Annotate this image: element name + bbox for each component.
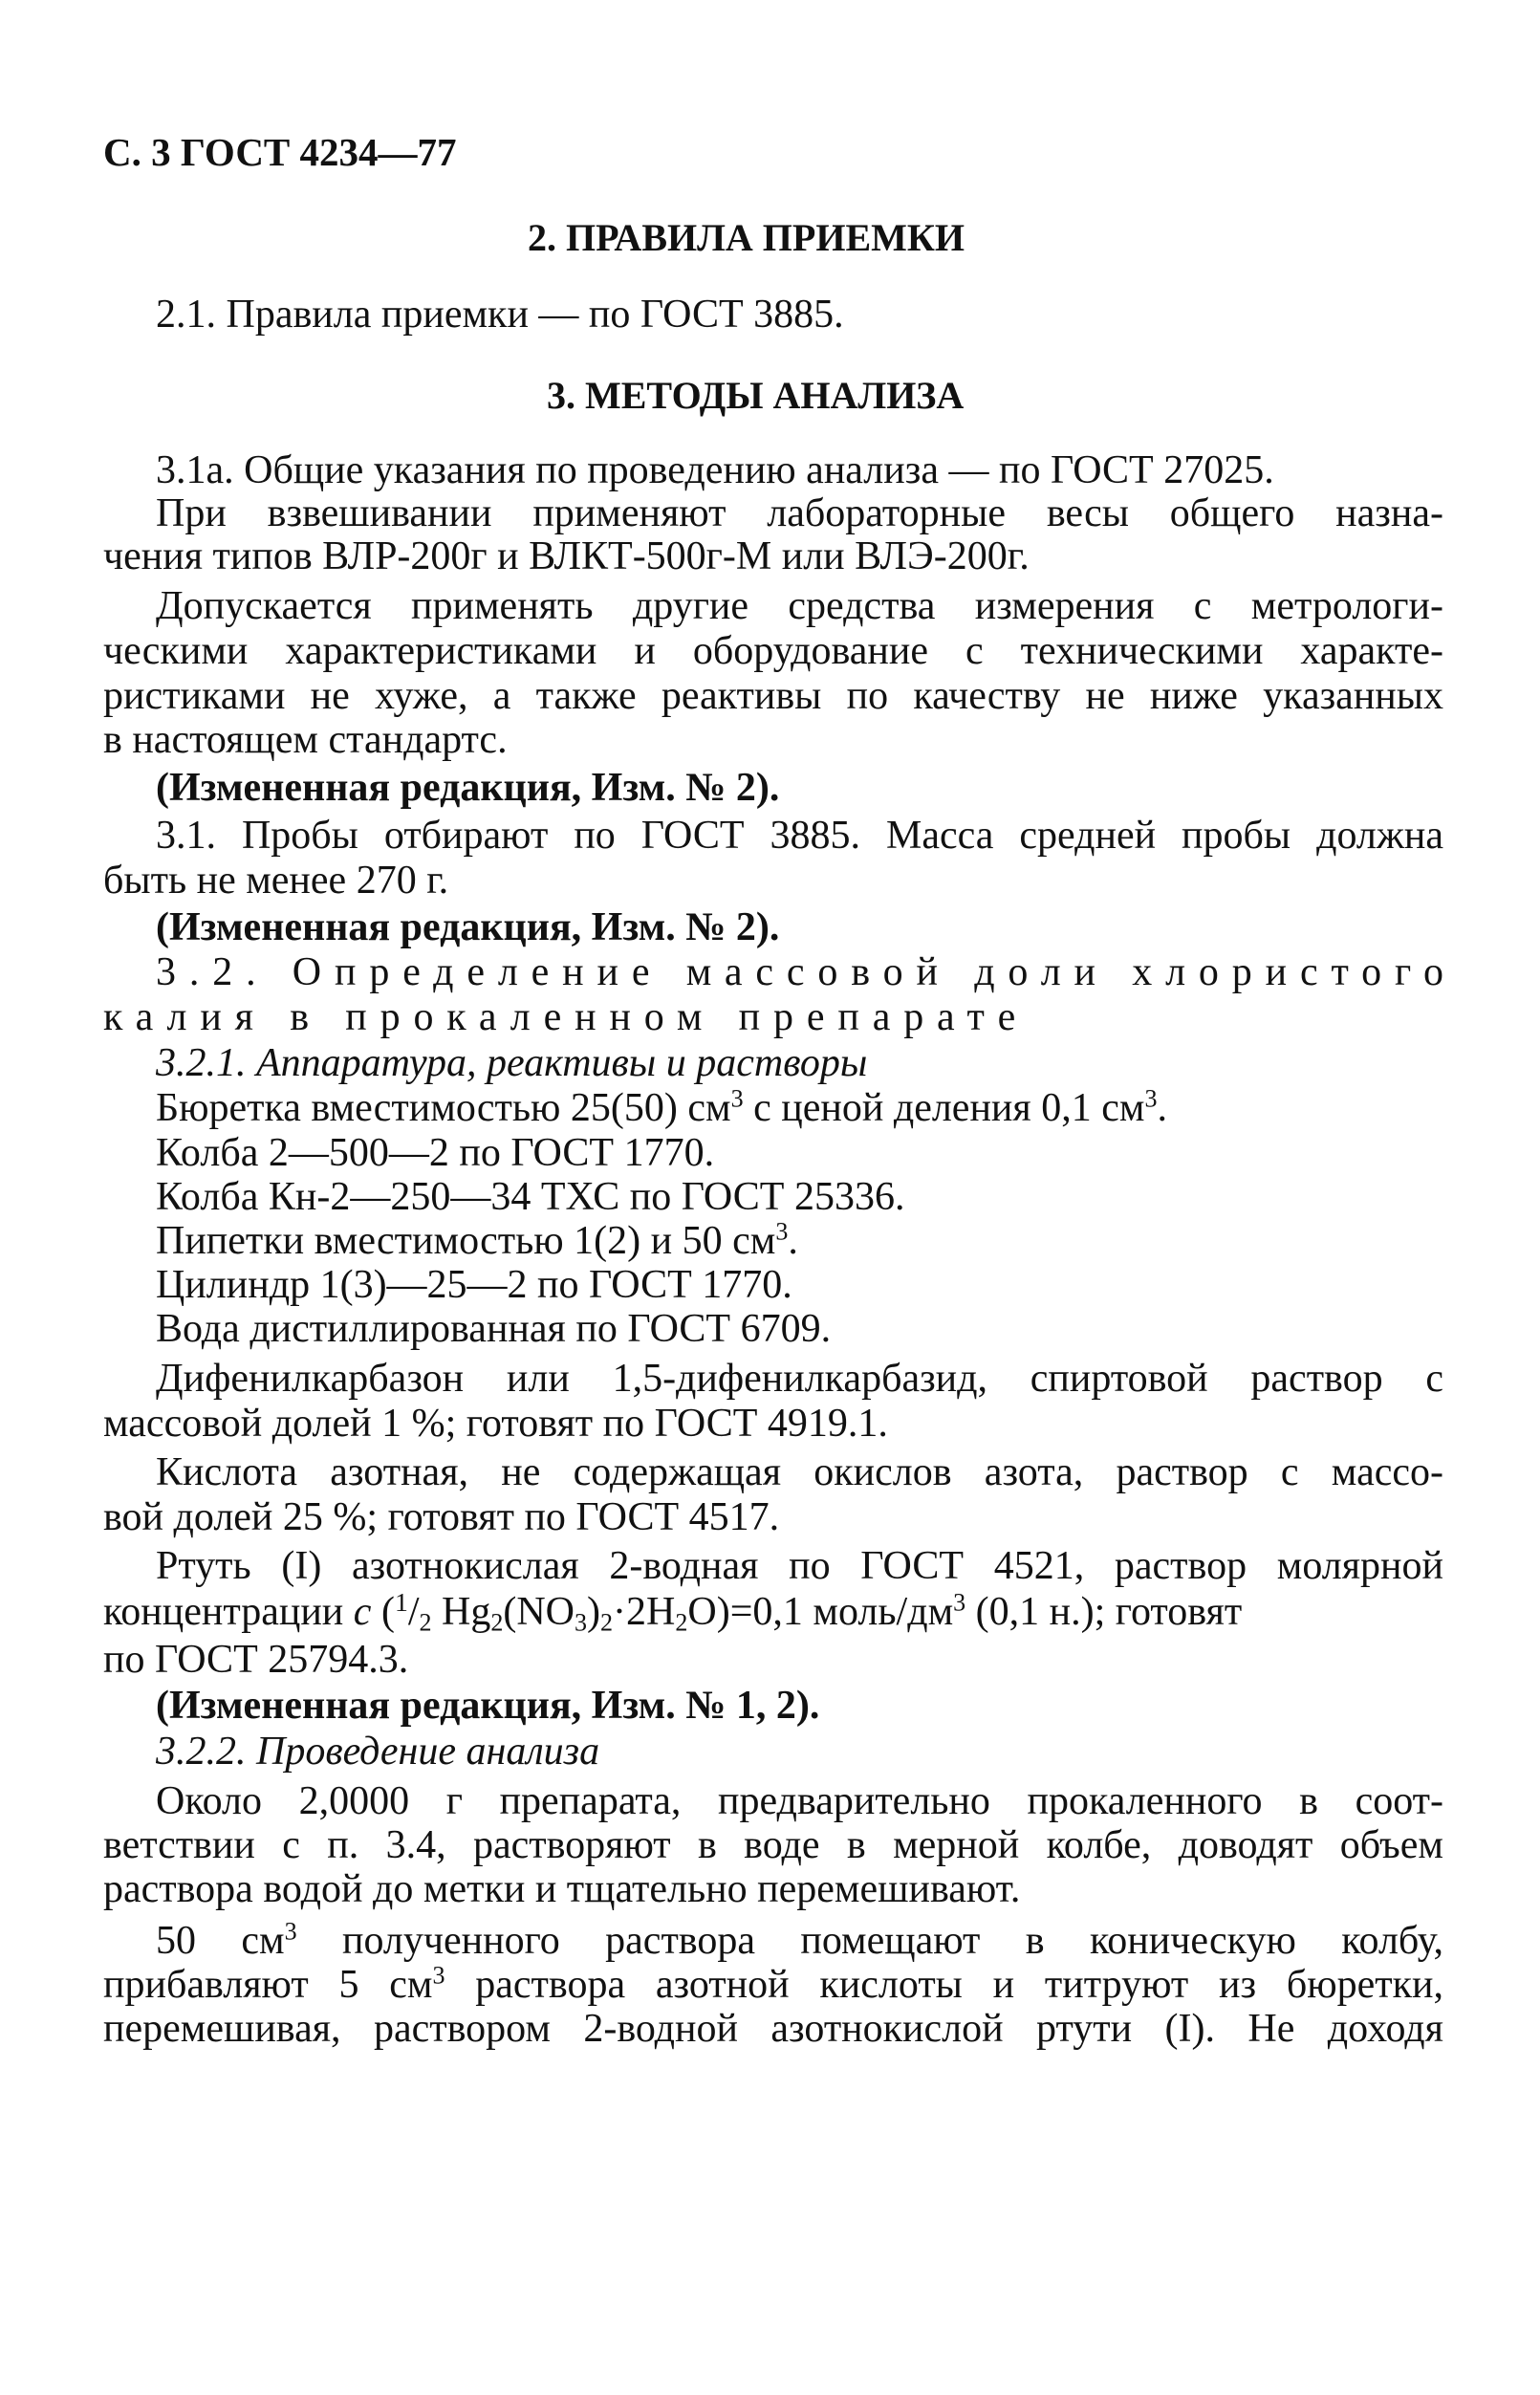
page-header: С. 3 ГОСТ 4234—77	[103, 130, 457, 174]
subscript: 3	[575, 1608, 588, 1637]
procedure-line-1: Около 2,0000 г препарата, предварительно прокаленного в соот-	[156, 1779, 1443, 1823]
flask-line-2: Колба Кн-2—250—34 ТХС по ГОСТ 25336.	[156, 1175, 905, 1219]
para-3-2-title-line-2: калия в прокаленном препарате	[103, 995, 1030, 1039]
acid-line-1: Кислота азотная, не содержащая окислов азота, раствор с массо-	[156, 1450, 1443, 1494]
titration-text-d: раствора азотной кислоты и титруют из бюретки,	[445, 1963, 1444, 2007]
cylinder-line: Цилиндр 1(3)—25—2 по ГОСТ 1770.	[156, 1263, 792, 1307]
superscript: 3	[775, 1217, 789, 1246]
titration-text-b: полученного раствора помещают в коническую колбу,	[296, 1919, 1443, 1963]
mercury-text-e: )	[587, 1590, 601, 1634]
amendment-note: (Измененная редакция, Изм. № 1, 2).	[156, 1684, 820, 1728]
superscript: 3	[1144, 1084, 1158, 1113]
subscript: 2	[675, 1608, 688, 1637]
water-line: Вода дистиллированная по ГОСТ 6709.	[156, 1307, 832, 1351]
burette-line	[156, 1085, 1167, 1131]
fraction-denominator: 2	[419, 1608, 432, 1637]
titration-line-2	[103, 1962, 1443, 2008]
allow-line-1: Допускается применять другие средства измерения с метрологи-	[156, 584, 1443, 628]
concentration-symbol: c	[353, 1590, 372, 1634]
allow-line-4: в настоящем стандартс.	[103, 718, 508, 762]
burette-text-a: Бюретка вместимостью 25(50) см	[156, 1086, 731, 1130]
subscript: 2	[600, 1608, 614, 1637]
superscript: 3	[953, 1588, 966, 1617]
amendment-note: (Измененная редакция, Изм. № 2).	[156, 766, 780, 810]
weighing-line-2: чения типов ВЛР-200г и ВЛКТ-500г-М или ВЛЭ-200г.	[103, 534, 1030, 578]
mercury-text-h: (0,1 н.); готовят	[965, 1590, 1243, 1634]
titration-text-c: прибавляют 5 см	[103, 1963, 433, 2007]
titration-line-3: перемешивая, раствором 2-водной азотнокислой ртути (I). Не доходя	[103, 2007, 1443, 2051]
section-2-title: 2. ПРАВИЛА ПРИЕМКИ	[528, 216, 965, 259]
para-3-1-line-2: быть не менее 270 г.	[103, 859, 449, 903]
weighing-line-1: При взвешивании применяют лабораторные весы общего назна-	[156, 491, 1443, 535]
mercury-text-d: (NO	[503, 1590, 575, 1634]
procedure-line-2: ветствии с п. 3.4, растворяют в воде в мерной колбе, доводят объем	[103, 1823, 1443, 1867]
titration-text-a: 50 см	[156, 1919, 285, 1963]
superscript: 3	[730, 1084, 744, 1113]
fraction-numerator: 1	[394, 1587, 408, 1618]
mercury-text-b: Hg	[431, 1590, 491, 1634]
allow-line-3: ристиками не хуже, а также реактивы по качеству не ниже указанных	[103, 674, 1443, 718]
amendment-note: (Измененная редакция, Изм. № 2).	[156, 905, 780, 949]
superscript: 3	[432, 1961, 445, 1990]
mercury-text-a: концентрации	[103, 1590, 354, 1634]
superscript: 3	[284, 1917, 297, 1946]
subsection-3-2-1: 3.2.1. Аппаратура, реактивы и растворы	[156, 1041, 868, 1085]
pipette-text-a: Пипетки вместимостью 1(2) и 50 см	[156, 1219, 776, 1263]
mercury-text-g: O)=0,1 моль/дм	[687, 1590, 954, 1634]
diphenyl-line-1: Дифенилкарбазон или 1,5-дифенилкарбазид, спиртовой раствор с	[156, 1357, 1443, 1401]
para-3-1a: 3.1а. Общие указания по проведению анализа — по ГОСТ 27025.	[156, 448, 1274, 492]
diphenyl-line-2: массовой долей 1 %; готовят по ГОСТ 4919.1.	[103, 1402, 888, 1446]
mercury-text-f: ·2H	[613, 1590, 676, 1634]
titration-line-1	[156, 1918, 1443, 1964]
mercury-line-2: концентрации c ($^1/_2$ $Hg_2(NO_3)_2\cdot 2H_2O)=0,1$ моль/$дм^3$ (0,1 н.); готовят	[103, 1587, 1243, 1637]
subscript: 2	[490, 1608, 504, 1637]
flask-line-1: Колба 2—500—2 по ГОСТ 1770.	[156, 1131, 715, 1175]
burette-text-b: с ценой деления 0,1 см	[743, 1086, 1145, 1130]
acid-line-2: вой долей 25 %; готовят по ГОСТ 4517.	[103, 1495, 780, 1539]
para-2-1: 2.1. Правила приемки — по ГОСТ 3885.	[156, 293, 844, 337]
mercury-line-1: Ртуть (I) азотнокислая 2-водная по ГОСТ 4521, раствор молярной	[156, 1544, 1443, 1588]
burette-text-c: .	[1157, 1086, 1167, 1130]
allow-line-2: ческими характеристиками и оборудование с техническими характе-	[103, 629, 1443, 673]
procedure-line-3: раствора водой до метки и тщательно перемешивают.	[103, 1867, 1021, 1911]
section-3-title: 3. МЕТОДЫ АНАЛИЗА	[547, 374, 965, 417]
para-3-1-line-1: 3.1. Пробы отбирают по ГОСТ 3885. Масса средней пробы должна	[156, 814, 1443, 858]
pipette-text-b: .	[788, 1219, 798, 1263]
subsection-3-2-2: 3.2.2. Проведение анализа	[156, 1730, 600, 1774]
para-3-2-title-line-1: 3.2. Определение массовой доли хлористого	[156, 950, 1457, 994]
pipette-line	[156, 1218, 798, 1264]
mercury-line-3: по ГОСТ 25794.3.	[103, 1638, 409, 1682]
